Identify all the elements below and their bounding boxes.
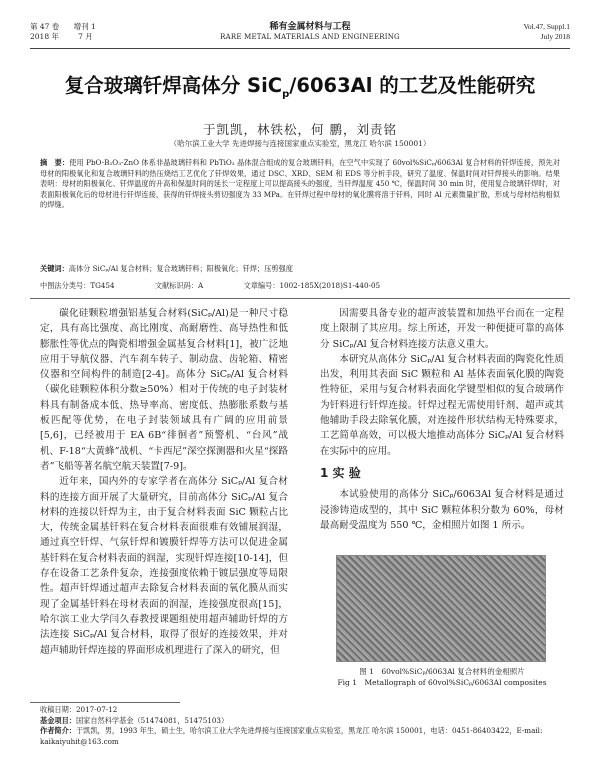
keywords-text: 高体分 SiCₚ/Al 复合材料；复合玻璃钎料；阳极氧化；钎焊；压剪强度 (68, 264, 293, 273)
author-bio-label: 作者简介： (40, 726, 76, 735)
intro-paragraph-3: 因需要具备专业的超声波装置和加热平台而在一定程度上限制了其应用。综上所述，开发一种便捷可靠的高体分 SiCₚ/Al 复合材料连接方法意义重大。 (320, 308, 564, 350)
keywords (40, 264, 560, 274)
section-heading-experiment: 1 实 验 (320, 465, 361, 480)
right-column (320, 306, 564, 533)
abstract-text: 使用 PbO-B₂O₃-ZnO 体系非晶玻璃钎料和 PbTiO₃ 晶体混合组成的复合玻璃钎料，在空气中实现了 60vol%SiCₚ/6063Al 复合材料的钎焊连接，预先对母材的阳极氧化和复合玻璃钎料的热压烧结工艺优化了钎焊效果，通过 DSC、XRD、SEM 和 EDS 等分析手段，研究了温度、保温时间对钎焊接头的影响。结果表明：母材的阳极氧化、钎焊温度的升高和保温时间的延长一定程度上可以提高接头的强度，当钎焊温度 450 ℃，保温时间 30 min 时，使用复合玻璃钎焊时，对表面阳极氧化后的母材进行钎焊连接，获得的钎焊接头剪切强度为 33 MPa。在钎焊过程中母材的氧化膜将溶于钎料，同时 Al 元素微量扩散，形成与母材结构相似的焊缝。 (40, 158, 560, 210)
paper-title (30, 70, 570, 100)
funding-label: 基金项目： (40, 715, 76, 725)
year-cn: 2018 年 (30, 32, 59, 41)
intro-paragraph-4: 本研究从高体分 SiCₚ/Al 复合材料表面的陶瓷化性质出发，利用其表面 SiC 颗粒和 Al 基体表面氧化膜的陶瓷性特征，采用与复合材料表面化学键型相似的复合玻璃作为钎料进行钎焊连接。钎焊过程无需使用钎剂、超声或其他辅助手段去除氧化膜，对连接件形状结构无特殊要求，工艺简单高效，可以极大地推动高体分 SiCₚ/Al 复合材料在实际中的应用。 (320, 353, 564, 457)
intro-paragraph-1: 碳化硅颗粒增强铝基复合材料(SiCₚ/Al)是一种尺寸稳定，具有高比强度、高比刚度、高耐磨性、高导热性和低膨胀性等优点的陶瓷相增强金属基复合材料[1]，被广泛地应用于导航仪器、汽车刹车转子、制动盘、齿轮箱、精密仪器和空间构件的制造[2-4]。高体分 SiCₚ/Al 复合材料（碳化硅颗粒体积分数≥50%）相对于传统的电子封装材料具有制备成本低、热导率高、密度低、热膨胀系数与基板匹配等优势，在电子封装领域具有广阔的应用前景[5,6]，已经被用于 EA 6B“徘徊者”预警机、“台风”战机、F-18“大黄蜂”战机、“卡西尼”深空探测器和火星“探路者”飞船等著名航空航天装置[7-9]。 (40, 308, 288, 472)
author-list: 于凯凯，林铁松，何 鹏，刘责铭 (203, 122, 397, 137)
author-bio-text: 于凯凯，男，1993 年生，硕士生，哈尔滨工业大学先进焊接与连接国家重点实验室，黑龙江 哈尔滨 150001，电话：0451-86403422，E-mail: kaikaiyuhit@163.com (40, 726, 543, 746)
header-journal (200, 22, 420, 42)
running-header (30, 22, 570, 48)
author-bio (40, 726, 560, 747)
header-issue-cn (30, 22, 170, 42)
header-divider (30, 48, 570, 49)
intro-paragraph-2: 近年来，国内外的专家学者在高体分 SiCₚ/Al 复合材料的连接方面开展了大量研究，目前高体分 SiCₚ/Al 复合材料的连接以钎焊为主，由于复合材料表面 SiC 颗粒占比大，传统金属基钎料在复合材料表面很难有效铺展润湿，通过真空钎焊、气氛钎焊和镀膜钎焊等方法可以促进金属基钎料在复合材料表面的润湿，实现钎焊连接[10-14]，但存在设备工艺条件复杂，连接强度依赖于镀层强度等局限性。超声钎焊通过超声去除复合材料表面的氧化膜从而实现了金属基钎料在母材表面的润湿，连接强度很高[15]，哈尔滨工业大学闫久春教授课题组使用超声辅助钎焊的方法连接 SiCₚ/Al 复合材料，取得了很好的连接效果，并对超声辅助钎焊连接的界面形成机理进行了深入的研究，但 (40, 476, 288, 656)
funding (40, 716, 560, 727)
title-text-pre: 复合玻璃钎焊高体分 SiC (64, 74, 283, 97)
figure-caption-en: Fig 1 Metallograph of 60vol%SiCₚ/6063Al composites (337, 678, 547, 687)
footnote (40, 705, 560, 747)
classification-line (40, 281, 560, 291)
funding-text: 国家自然科学基金（51474081，51475103） (75, 715, 229, 725)
abstract (40, 158, 560, 211)
supplement-cn: 增刊 1 (73, 22, 96, 31)
article-number: 文章编号：1002-185X(2018)S1-440-05 (243, 281, 381, 290)
month-cn: 7 月 (78, 32, 93, 41)
figure-caption-cn: 图 1 60vol%SiCₚ/6063Al 复合材料的金相照片 (359, 667, 525, 676)
affiliation: （哈尔滨工业大学 先进焊接与连接国家重点实验室，黑龙江 哈尔滨 150001） (169, 139, 431, 148)
experiment-paragraph-1: 本试验使用的高体分 SiCₚ/6063Al 复合材料是通过浸渗铸造成型的，其中 SiC 颗粒体积分数为 60%，母材最高耐受温度为 550 ℃，金相照片如图 1 所示。 (320, 489, 564, 531)
title-subscript: p (282, 88, 290, 100)
clc-number: 中图法分类号：TG454 (40, 281, 115, 290)
abstract-label: 摘 要： (40, 158, 70, 167)
metallograph-figure (336, 555, 546, 662)
figure-caption (320, 666, 564, 688)
left-column (40, 306, 288, 658)
abstract-divider (30, 298, 570, 299)
footnote-divider (30, 702, 180, 703)
document-code: 文献标识码：A (154, 281, 204, 290)
header-issue-en (523, 22, 570, 42)
date-en: July 2018 (540, 32, 570, 41)
volume-en: Vol.47, Suppl.1 (523, 22, 570, 31)
keywords-label: 关键词： (40, 264, 69, 273)
volume-cn: 第 47 卷 (30, 22, 60, 31)
journal-title-cn: 稀有金属材料与工程 (269, 22, 351, 32)
journal-title-en: RARE METAL MATERIALS AND ENGINEERING (220, 33, 400, 41)
title-text-post: /6063Al 的工艺及性能研究 (289, 74, 536, 97)
received-date: 收稿日期：2017-07-12 (40, 705, 118, 714)
